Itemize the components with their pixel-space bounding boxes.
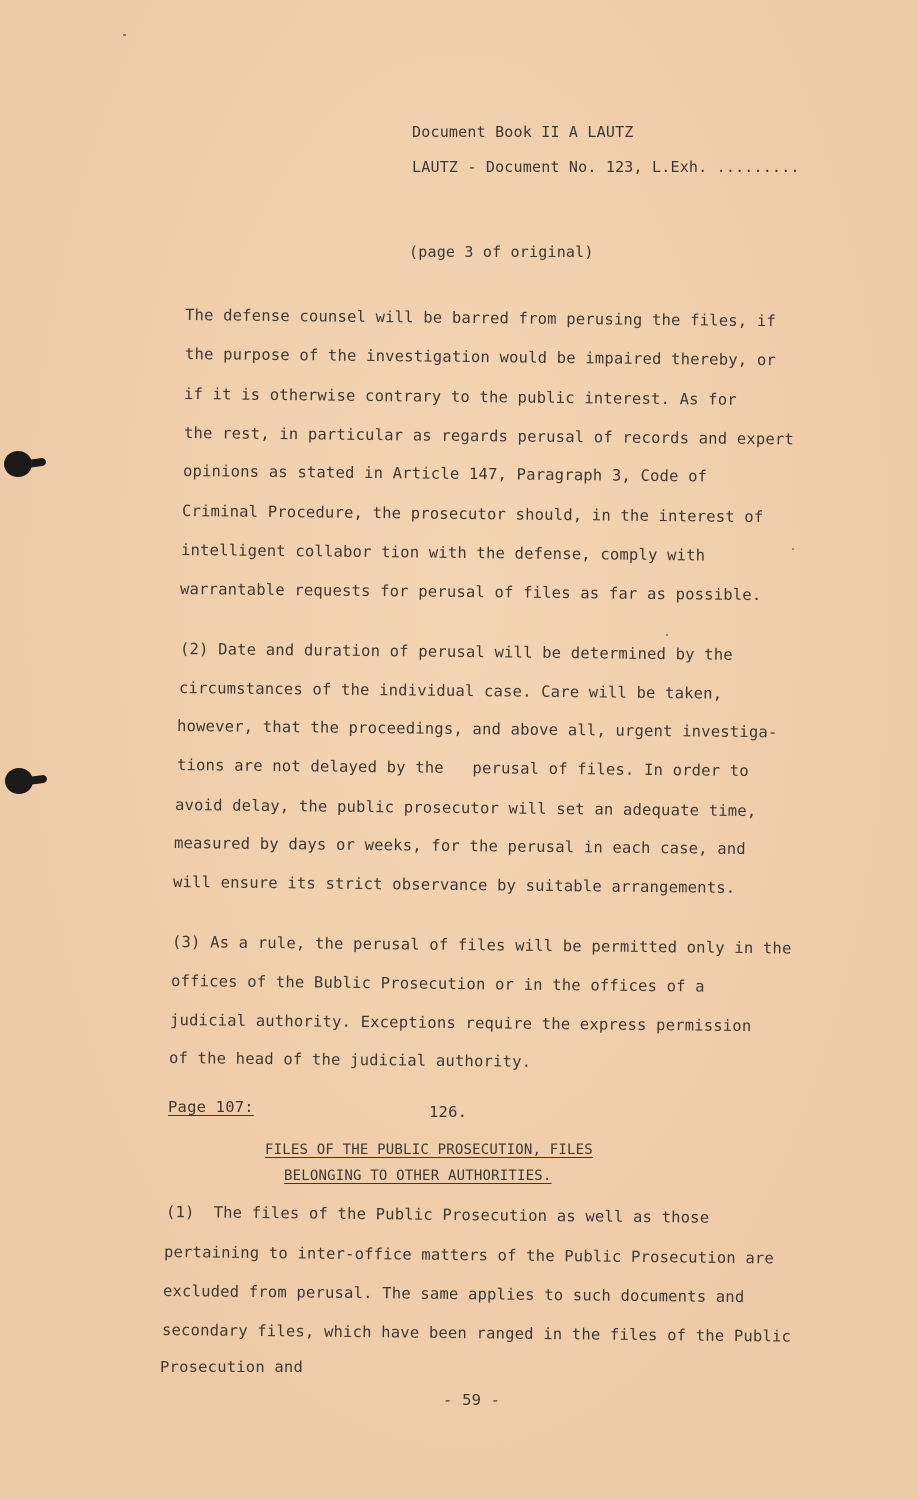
para2-line: measured by days or weeks, for the perusal in each case, and [173,834,746,858]
para1-line: the rest, in particular as regards perusal of records and expert [183,424,795,449]
punch-hole-top [4,451,32,477]
para2-line: will ensure its strict observance by suitable arrangements. [172,873,736,897]
para2-line: tions are not delayed by the perusal of files. In order to [176,756,749,780]
para2-line: circumstances of the individual case. Care will be taken, [178,679,723,703]
document-book-header: Document Book II A LAUTZ [412,123,634,141]
para3-line: judicial authority. Exceptions require the express permission [169,1011,752,1036]
para3-line: (3) As a rule, the perusal of files will be permitted only in the [171,933,792,958]
para1-line: if it is otherwise contrary to the public interest. As for [183,385,737,409]
page-marker: Page 107: [168,1098,254,1116]
para2-line: however, that the proceedings, and above all, urgent investiga- [176,717,778,742]
section-title-line: BELONGING TO OTHER AUTHORITIES. [284,1168,552,1184]
para1-line: the purpose of the investigation would be impaired thereby, or [184,345,777,370]
para4-line: secondary files, which have been ranged in the files of the Public [161,1321,792,1346]
page-reference: (page 3 of original) [409,243,594,261]
section-title-line: FILES OF THE PUBLIC PROSECUTION, FILES [265,1142,593,1158]
paper-speck [123,34,126,36]
paper-speck [792,548,794,550]
para4-line: excluded from perusal. The same applies to such documents and [162,1282,745,1307]
para3-line: offices of the Bublic Prosecution or in the offices of a [170,972,705,996]
page-number: - 59 - [443,1391,501,1409]
para1-line: The defense counsel will be barred from perusing the files, if [184,306,777,331]
para4-line: (1) The files of the Public Prosecution as well as those [165,1203,710,1227]
para1-line: warrantable requests for perusal of files as far as possible. [179,580,762,605]
para1-line: opinions as stated in Article 147, Paragraph 3, Code of [182,462,708,486]
punch-hole-bottom [5,768,33,794]
para4-line: Prosecution and [160,1358,303,1376]
para1-line: Criminal Procedure, the prosecutor should, in the interest of [181,502,764,527]
para4-line: pertaining to inter-office matters of the Public Prosecution are [163,1243,775,1268]
para3-line: of the head of the judicial authority. [168,1049,532,1071]
document-number-header: LAUTZ - Document No. 123, L.Exh. ......... [412,158,800,176]
para1-line: intelligent collabor tion with the defense, comply with [180,541,706,565]
section-number: 126. [429,1103,468,1121]
paper-speck [666,634,668,636]
para2-line: avoid delay, the public prosecutor will set an adequate time, [174,796,757,821]
para2-line: (2) Date and duration of perusal will be determined by the [179,640,733,664]
